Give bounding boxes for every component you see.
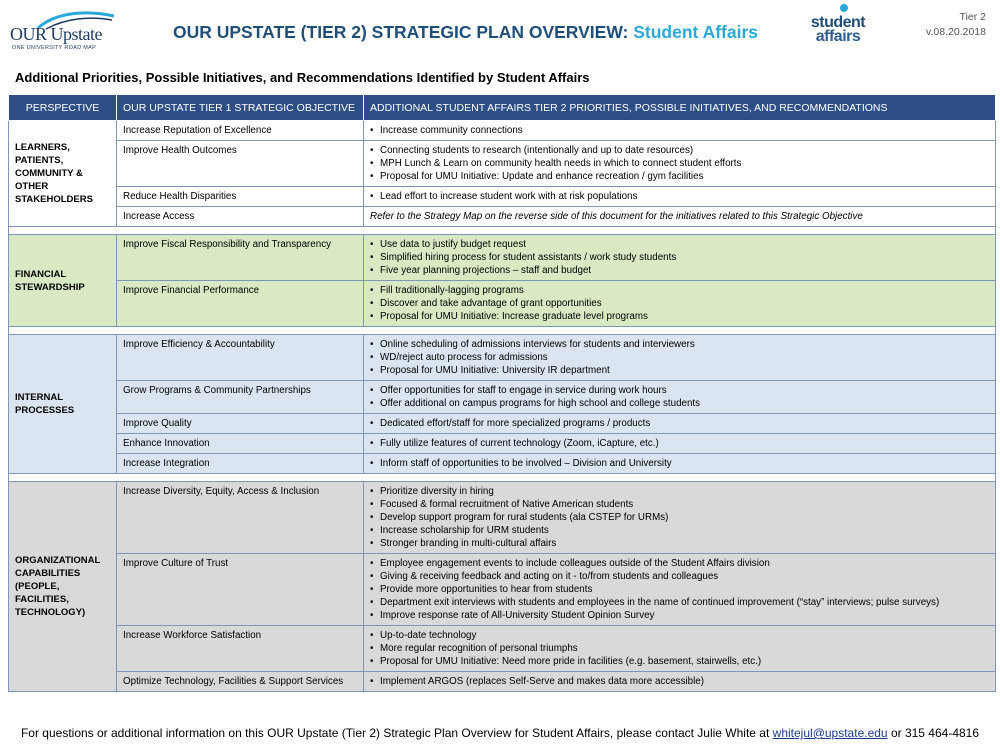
objective-cell: Improve Financial Performance: [117, 281, 364, 327]
group-spacer: [9, 327, 996, 335]
table-row: [9, 626, 996, 672]
objective-cell: Increase Workforce Satisfaction: [117, 626, 364, 672]
version-label: v.08.20.2018: [926, 26, 986, 38]
spacer-cell: [9, 474, 996, 482]
table-row: [9, 672, 996, 692]
priorities-cell: [364, 626, 996, 672]
page-title: [173, 22, 758, 43]
logo-name: OUR Upstate: [10, 24, 102, 44]
priorities-cell: [364, 235, 996, 281]
perspective-internal: INTERNAL PROCESSES: [9, 335, 117, 474]
page-title-main: OUR UPSTATE (TIER 2) STRATEGIC PLAN OVERVIEW:: [173, 22, 629, 42]
priority-item: • Offer additional on campus programs for high school and college students: [370, 397, 989, 410]
priority-item: • Dedicated effort/staff for more specialized programs / products: [370, 417, 989, 430]
objective-cell: Improve Culture of Trust: [117, 554, 364, 626]
priorities-cell: [364, 414, 996, 434]
objective-cell: Improve Efficiency & Accountability: [117, 335, 364, 381]
priority-item: • Offer opportunities for staff to engage in service during work hours: [370, 384, 989, 397]
priority-item: • Proposal for UMU Initiative: Need more pride in facilities (e.g. basement, stairwells, etc.): [370, 655, 989, 668]
group-spacer: [9, 227, 996, 235]
priorities-note: Refer to the Strategy Map on the reverse side of this document for the initiatives related to this Strategic Objective: [364, 207, 996, 227]
footer-phone: or 315 464-4816: [890, 726, 980, 740]
priority-item: • MPH Lunch & Learn on community health needs in which to connect student efforts: [370, 157, 989, 170]
perspective-financial: FINANCIAL STEWARDSHIP: [9, 235, 117, 327]
perspective-organizational: ORGANIZATIONAL CAPABILITIES (PEOPLE, FACILITIES, TECHNOLOGY): [9, 482, 117, 692]
priority-item: • Fill traditionally-lagging programs: [370, 284, 989, 297]
priorities-cell: [364, 141, 996, 187]
priority-item: • Increase community connections: [370, 124, 989, 137]
header-objective: OUR UPSTATE TIER 1 STRATEGIC OBJECTIVE: [117, 95, 364, 121]
priority-item: • Proposal for UMU Initiative: Update and enhance recreation / gym facilities: [370, 170, 989, 183]
priorities-cell: [364, 482, 996, 554]
priority-item: • Focused & formal recruitment of Native American students: [370, 498, 989, 511]
priority-item: • Department exit interviews with students and employees in the name of continued improvement (“stay” interviews; pulse surveys): [370, 596, 989, 609]
priority-item: • Connecting students to research (intentionally and up to date resources): [370, 144, 989, 157]
footer-text: For questions or additional information on this OUR Upstate (Tier 2) Strategic Plan Overview for Student Affairs, please contact Julie White at: [20, 726, 770, 740]
priorities-cell: [364, 381, 996, 414]
strategic-plan-table: [8, 94, 996, 692]
perspective-learners: LEARNERS, PATIENTS, COMMUNITY & OTHER STAKEHOLDERS: [9, 121, 117, 227]
footer: [0, 726, 1000, 740]
priority-item: • Use data to justify budget request: [370, 238, 989, 251]
priority-item: • Online scheduling of admissions interviews for students and interviewers: [370, 338, 989, 351]
group-spacer: [9, 474, 996, 482]
objective-cell: Increase Reputation of Excellence: [117, 121, 364, 141]
priority-item: • More regular recognition of personal triumphs: [370, 642, 989, 655]
spacer-cell: [9, 227, 996, 235]
priority-item: • Inform staff of opportunities to be involved – Division and University: [370, 457, 989, 470]
table-row: [9, 187, 996, 207]
priority-item: • Stronger branding in multi-cultural affairs: [370, 537, 989, 550]
priority-item: • Up-to-date technology: [370, 629, 989, 642]
priorities-cell: [364, 335, 996, 381]
priority-item: • Improve response rate of All-University Student Opinion Survey: [370, 609, 989, 622]
tier-label: Tier 2: [959, 11, 986, 23]
priority-item: • WD/reject auto process for admissions: [370, 351, 989, 364]
priorities-cell: [364, 187, 996, 207]
priority-item: • Lead effort to increase student work with at risk populations: [370, 190, 989, 203]
objective-cell: Improve Health Outcomes: [117, 141, 364, 187]
priorities-cell: [364, 434, 996, 454]
priority-item: • Five year planning projections – staff and budget: [370, 264, 989, 277]
logo-right-line1: student: [810, 14, 866, 31]
page-title-accent: Student Affairs: [633, 22, 759, 42]
table-row: [9, 482, 996, 554]
table-row: [9, 235, 996, 281]
table-row: [9, 434, 996, 454]
objective-cell: Grow Programs & Community Partnerships: [117, 381, 364, 414]
objective-cell: Increase Access: [117, 207, 364, 227]
table-row: [9, 414, 996, 434]
logo-dot-icon: [840, 4, 848, 12]
priority-item: • Simplified hiring process for student assistants / work study students: [370, 251, 989, 264]
student-affairs-logo: [808, 6, 868, 58]
header-priorities: ADDITIONAL STUDENT AFFAIRS TIER 2 PRIORITIES, POSSIBLE INITIATIVES, AND RECOMMENDATIONS: [364, 95, 996, 121]
section-subtitle: Additional Priorities, Possible Initiatives, and Recommendations Identified by Student Affairs: [15, 70, 590, 85]
table-row: [9, 141, 996, 187]
objective-cell: Enhance Innovation: [117, 434, 364, 454]
table-row: [9, 454, 996, 474]
priorities-cell: [364, 454, 996, 474]
objective-cell: Improve Quality: [117, 414, 364, 434]
logo-subtext: ONE UNIVERSITY ROAD MAP: [12, 45, 97, 51]
objective-cell: Improve Fiscal Responsibility and Transparency: [117, 235, 364, 281]
priority-item: • Prioritize diversity in hiring: [370, 485, 989, 498]
table-row: [9, 335, 996, 381]
objective-cell: Optimize Technology, Facilities & Support Services: [117, 672, 364, 692]
priority-item: • Provide more opportunities to hear from students: [370, 583, 989, 596]
table-header-row: [9, 95, 996, 121]
logo-right-line2: affairs: [815, 28, 861, 45]
spacer-cell: [9, 327, 996, 335]
priority-item: • Develop support program for rural students (ala CSTEP for URMs): [370, 511, 989, 524]
table-row: [9, 281, 996, 327]
priorities-cell: [364, 554, 996, 626]
priorities-cell: [364, 672, 996, 692]
table-row: [9, 121, 996, 141]
table-row: [9, 554, 996, 626]
contact-email-link[interactable]: whitejul@upstate.edu: [772, 726, 888, 740]
version-info: [926, 10, 986, 40]
priorities-cell: [364, 281, 996, 327]
priority-item: • Increase scholarship for URM students: [370, 524, 989, 537]
priority-item: • Proposal for UMU Initiative: University IR department: [370, 364, 989, 377]
priority-item: • Proposal for UMU Initiative: Increase graduate level programs: [370, 310, 989, 323]
priority-item: • Giving & receiving feedback and acting on it - to/from students and colleagues: [370, 570, 989, 583]
objective-cell: Increase Integration: [117, 454, 364, 474]
header-perspective: PERSPECTIVE: [9, 95, 117, 121]
our-upstate-logo: [8, 8, 118, 54]
priority-item: • Discover and take advantage of grant opportunities: [370, 297, 989, 310]
priority-item: • Implement ARGOS (replaces Self-Serve and makes data more accessible): [370, 675, 989, 688]
priority-item: • Fully utilize features of current technology (Zoom, iCapture, etc.): [370, 437, 989, 450]
table-row: [9, 207, 996, 227]
objective-cell: Reduce Health Disparities: [117, 187, 364, 207]
table-row: [9, 381, 996, 414]
objective-cell: Increase Diversity, Equity, Access & Inclusion: [117, 482, 364, 554]
priorities-cell: [364, 121, 996, 141]
priority-item: • Employee engagement events to include colleagues outside of the Student Affairs division: [370, 557, 989, 570]
